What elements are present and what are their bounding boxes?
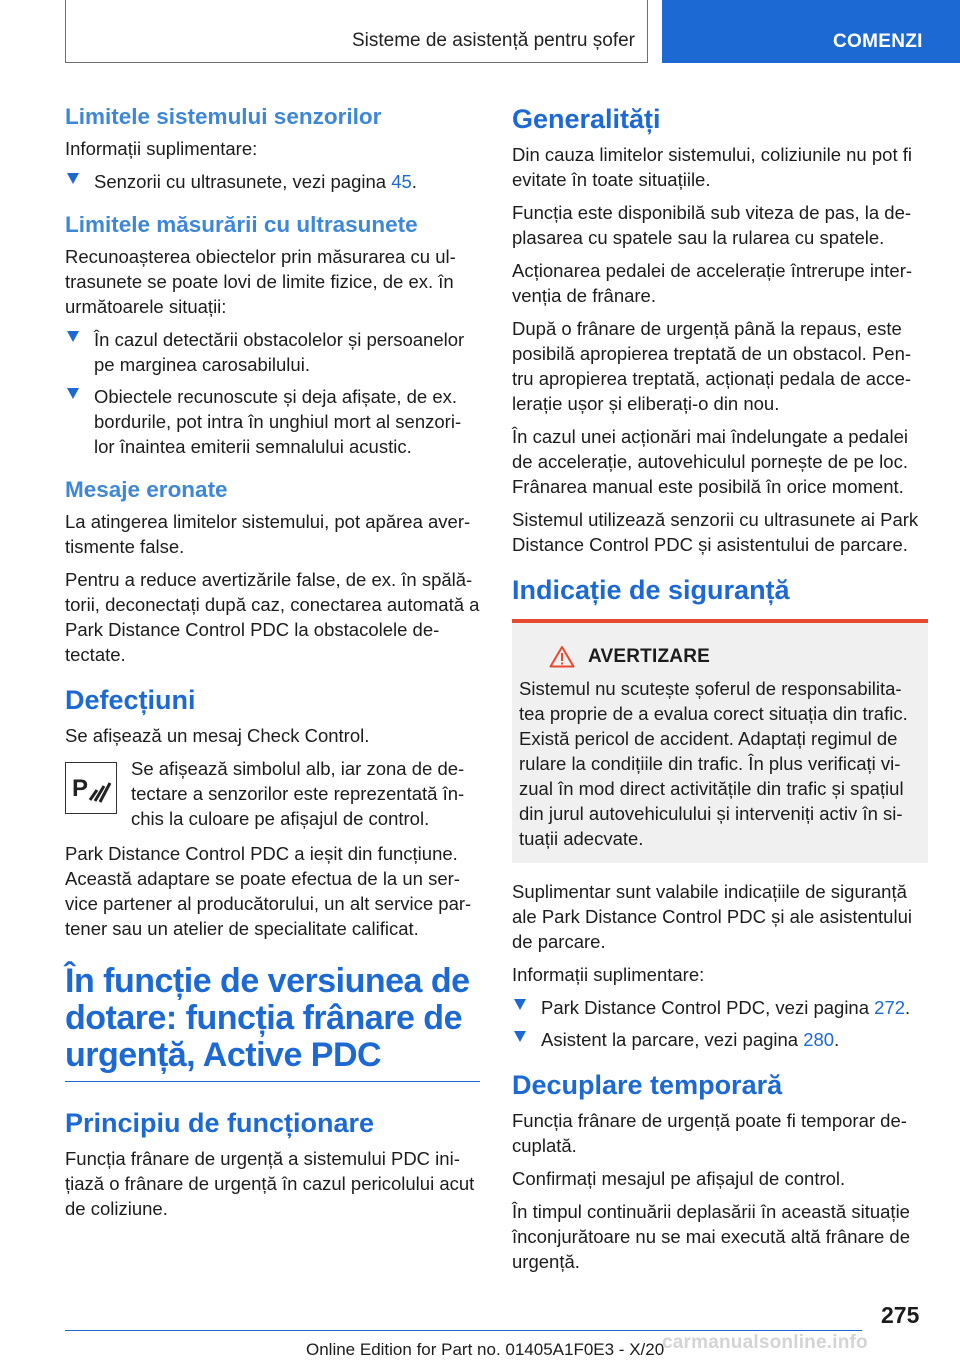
paragraph: Se afișează un mesaj Check Control. [65,725,370,746]
paragraph: Funcția frânare de urgență poate fi temporar de-cuplată. [512,1110,907,1156]
footer-edition: Online Edition for Part no. 01405A1F0E3 - X/20 [306,1340,665,1359]
paragraph: Sistemul utilizează senzorii cu ultrasunete ai Park Distance Control PDC și asistentului de parcare. [512,509,919,555]
header-section-box [65,0,648,63]
footer-rule [65,1330,862,1331]
paragraph: Confirmați mesajul pe afișajul de control. [512,1168,846,1189]
paragraph: În timpul continuării deplasării în această situație înconjurătoare nu se mai execută altă frânare de urgență. [512,1201,910,1272]
page-link-272[interactable]: 272 [874,997,906,1018]
header-section-title: Sisteme de asistență pentru șofer [351,30,635,51]
svg-text:P: P [72,775,89,802]
bullet-triangle-icon [514,999,526,1010]
heading-malfunctions: Defecțiuni [65,685,196,715]
warning-title: AVERTIZARE [588,645,710,667]
page-number: 275 [881,1302,920,1328]
chapter-heading-block [65,963,480,1082]
bullet-item: Park Distance Control PDC, vezi pagina 272. [512,995,928,1020]
warning-text: Sistemul nu scutește șoferul de responsabilita-tea proprie de a evalua corect situația din trafic. Există pericol de accident. Adaptați regimul de rulare la condițiile din trafic. În plus verificați vi-zual în mod direct activitățile din trafic și spațiul din jurul autovehiculului și interveniți activ în si-tuații adecvate. [519,678,908,849]
watermark: carmanualsonline.info [662,1332,868,1353]
header-chapter-tab [662,0,960,63]
heading-emergency-braking: În funcție de versiunea de dotare: funcția frânare de urgență, Active PDC [65,962,470,1074]
warning-triangle-icon [549,645,575,668]
paragraph: Suplimentar sunt valabile indicațiile de siguranță ale Park Distance Control PDC și ale asistentului de parcare. [512,881,912,952]
paragraph: Funcția este disponibilă sub viteza de pas, la de-plasarea cu spatele sau la rularea cu spatele. [512,202,912,248]
page-link-45[interactable]: 45 [391,171,412,192]
paragraph: Recunoașterea obiectelor prin măsurarea cu ul-trasunete se poate lovi de limite fizice, de ex. în următoarele situații: [65,246,456,317]
bullet-item: Asistent la parcare, vezi pagina 280. [512,1027,928,1052]
heading-safety-note: Indicație de siguranță [512,575,790,605]
bullet-triangle-icon [67,331,79,342]
paragraph: Acționarea pedalei de accelerație întrerupe inter-venția de frânare. [512,260,913,306]
warning-box [512,619,928,863]
bullet-list [65,169,480,194]
symbol-row [65,756,480,831]
pdc-symbol-icon [65,762,117,814]
paragraph: Pentru a reduce avertizările false, de ex. în spălă-torii, deconectați după caz, conectarea automată a Park Distance Control PDC la obstacolele de-tectate. [65,569,480,665]
bullet-triangle-icon [67,388,79,399]
paragraph: La atingerea limitelor sistemului, pot apărea aver-tismente false. [65,511,471,557]
bullet-item: Obiectele recunoscute și deja afișate, de ex. bordurile, pot intra în unghiul mort al senzori-lor înaintea emiterii semnalului acustic. [65,384,480,459]
heading-operating-principle: Principiu de funcționare [65,1108,375,1138]
heading-ultrasound-limits: Limitele măsurării cu ultrasunete [65,212,418,237]
right-column [512,102,928,1282]
paragraph: Informații suplimentare: [65,138,258,159]
bullet-triangle-icon [67,173,79,184]
heading-temporary-deactivation: Decuplare temporară [512,1070,783,1100]
bullet-item: Senzorii cu ultrasunete, vezi pagina 45. [65,169,480,194]
left-column [65,102,480,1229]
bullet-item: În cazul detectării obstacolelor și persoanelor pe marginea carosabilului. [65,327,480,377]
bullet-triangle-icon [514,1031,526,1042]
paragraph: Park Distance Control PDC a ieșit din funcțiune. Această adaptare se poate efectua de la un ser-vice partener al producătorului, un alt service par-tener sau un atelier de specialitate calificat. [65,843,472,939]
warning-title-row [549,645,921,668]
heading-false-messages: Mesaje eronate [65,477,228,502]
bullet-list [512,995,928,1052]
heading-general: Generalități [512,104,661,134]
symbol-description: Se afișează simbolul alb, iar zona de de-tectare a senzorilor este reprezentată în-chis la culoare pe afișajul de control. [131,758,465,829]
bullet-list [65,327,480,459]
paragraph: Din cauza limitelor sistemului, coliziunile nu pot fi evitate în toate situațiile. [512,144,912,190]
heading-sensor-limits: Limitele sistemului senzorilor [65,104,382,129]
paragraph: Informații suplimentare: [512,964,705,985]
page-link-280[interactable]: 280 [803,1029,835,1050]
paragraph: Funcția frânare de urgență a sistemului PDC ini-țiază o frânare de urgență în cazul pericolului acut de coliziune. [65,1148,475,1219]
paragraph: În cazul unei acționări mai îndelungate a pedalei de accelerație, autovehiculul pornește de pe loc. Frânarea manual este posibilă în orice moment. [512,426,908,497]
header-chapter-label: COMENZI [833,31,923,52]
paragraph: După o frânare de urgență până la repaus, este posibilă apropierea treptată de un obstacol. Pen-tru apropierea treptată, acționați pedala de acce-lerație ușor și eliberați-o din nou. [512,318,912,414]
